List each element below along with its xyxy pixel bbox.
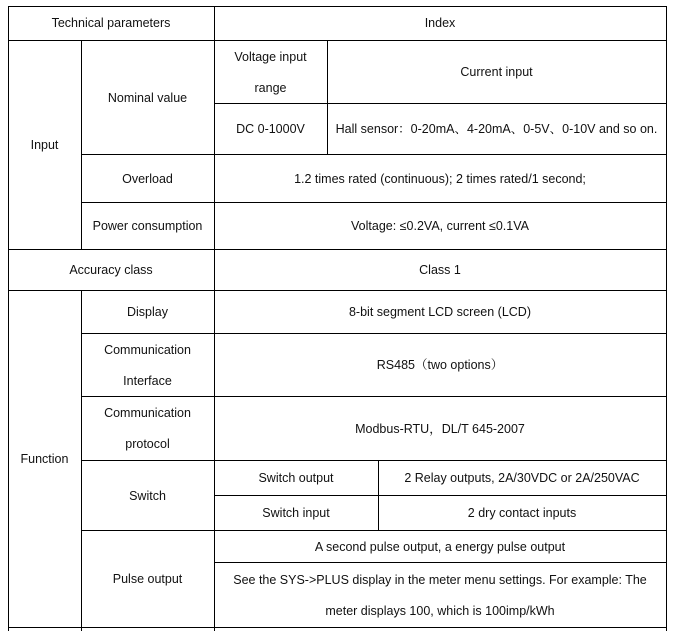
grid-line [214,6,215,631]
switch-input-label: Switch input [262,506,330,520]
switch-output-label: Switch output [258,471,334,485]
grid-line [81,460,667,461]
comm-protocol-label: Communication protocol [104,406,191,451]
voltage-range-label: Voltage input range [234,49,307,95]
input-group-label: Input [30,138,59,152]
grid-line [666,6,667,631]
overload-value: 1.2 times rated (continuous); 2 times rated/1 second; [294,171,586,186]
comm-interface-value: RS485（two options） [376,358,504,372]
comm-interface-label: Communication Interface [104,342,191,388]
grid-line [81,40,82,250]
power-consumption-label: Power consumption [92,219,203,233]
grid-line [8,6,667,7]
nominal-value-label: Nominal value [107,90,188,105]
current-input-label: Current input [460,65,533,79]
display-value: 8-bit segment LCD screen (LCD) [348,305,531,319]
grid-line [81,396,667,397]
pulse-output-value-1: A second pulse output, a energy pulse output [314,539,566,554]
display-label: Display [127,305,168,319]
grid-line [81,202,667,203]
header-index: Index [424,16,456,30]
grid-line [214,103,667,104]
accuracy-class-value: Class 1 [419,263,461,277]
pulse-output-label: Pulse output [112,572,183,586]
grid-line [81,530,667,531]
pulse-output-value-2: See the SYS->PLUS display in the meter menu settings. For example: The meter displays 100, which is 100imp/kWh [233,572,647,618]
switch-label: Switch [129,488,166,503]
grid-line [327,40,328,155]
comm-protocol-value: Modbus-RTU，DL/T 645-2007 [355,421,525,436]
grid-line [8,627,667,628]
grid-line [81,290,82,631]
grid-line [214,495,667,496]
power-consumption-value: Voltage: ≤0.2VA, current ≤0.1VA [351,219,529,233]
voltage-range-value: DC 0-1000V [236,122,305,136]
switch-input-value: 2 dry contact inputs [467,506,577,520]
grid-line [81,333,667,334]
accuracy-class-label: Accuracy class [69,263,153,277]
grid-line [8,249,667,250]
grid-line [378,460,379,531]
grid-line [8,40,667,41]
function-group-label: Function [20,452,69,466]
switch-output-value: 2 Relay outputs, 2A/30VDC or 2A/250VAC [404,471,640,485]
grid-line [8,290,667,291]
current-input-value: Hall sensor：0-20mA、4-20mA、0-5V、0-10V and so on. [335,122,658,136]
grid-line [81,154,667,155]
grid-line [214,562,667,563]
grid-line [8,6,9,631]
header-params: Technical parameters [51,16,171,30]
overload-label: Overload [122,171,173,186]
